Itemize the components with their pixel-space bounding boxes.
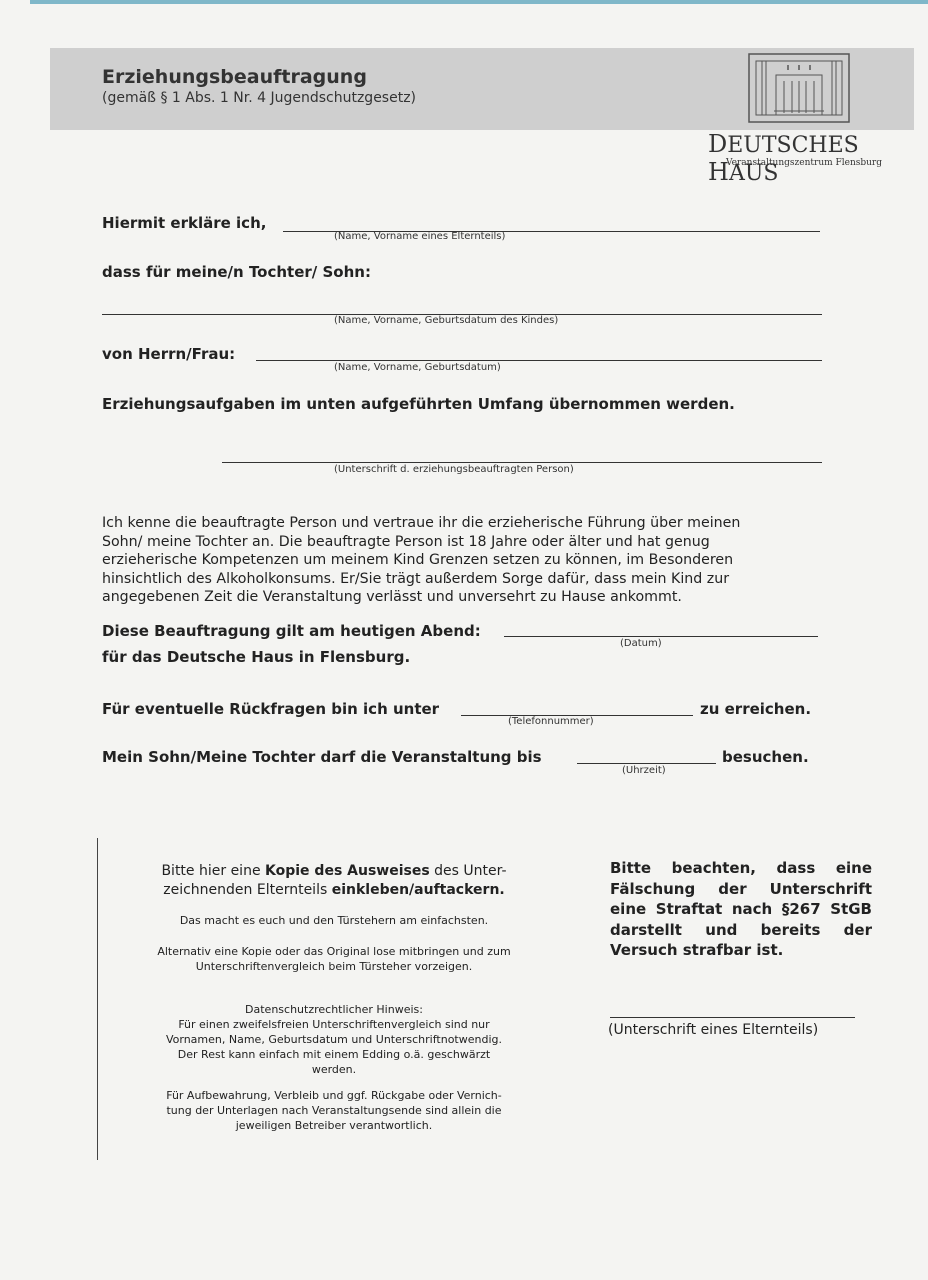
date-caption: (Datum) [620,638,662,649]
storage-notice: Für Aufbewahrung, Verbleib und ggf. Rückgabe oder Vernich- tung der Unterlagen nach Veranstaltungsende sind allein die jeweiligen Betreiber verantwortlich. [166,1089,502,1132]
brand-subtitle: Veranstaltungszentrum Flensburg [726,158,882,168]
guardian-signature-caption: (Unterschrift d. erziehungsbeauftragten Person) [334,464,574,475]
parent-signature-field[interactable] [610,1017,855,1018]
guardian-label: von Herrn/Frau: [102,345,236,363]
time-suffix: besuchen. [722,748,809,766]
contact-suffix: zu erreichen. [700,700,812,718]
declarant-label: Hiermit erkläre ich, [102,214,267,232]
child-details-caption: (Name, Vorname, Geburtsdatum des Kindes) [334,315,559,326]
privacy-notice: Datenschutzrechtlicher Hinweis: Für einen zweifelsfreien Unterschriftenvergleich sind nur Vornamen, Name, Geburtsdatum und Unterschriftnotwendig. Der Rest kann einfach mit einem Edding o.ä. geschwärzt werden. [165,1003,502,1076]
building-facade-icon [748,53,850,123]
time-label: Mein Sohn/Meine Tochter darf die Veranstaltung bis [102,748,542,766]
brand-name: DEUTSCHES HAUS [708,130,859,186]
id-copy-instruction: Bitte hier eine Kopie des Ausweises des Unter- zeichnenden Elternteils einkleben/auftackern. [161,863,507,898]
id-copy-area-border [97,838,98,1160]
document-title: Erziehungsbeauftragung [102,66,367,88]
guardian-details-caption: (Name, Vorname, Geburtsdatum) [334,362,501,373]
phone-caption: (Telefonnummer) [508,716,594,727]
time-field[interactable] [577,763,716,764]
child-label: dass für meine/n Tochter/ Sohn: [102,263,371,281]
duties-statement: Erziehungsaufgaben im unten aufgeführten Umfang übernommen werden. [102,395,735,413]
contact-label: Für eventuelle Rückfragen bin ich unter [102,700,440,718]
id-copy-note: Das macht es euch und den Türstehern am einfachsten. [179,914,489,927]
validity-label: Diese Beauftragung gilt am heutigen Abend: [102,622,481,640]
forgery-warning: Bitte beachten, dass eine Fälschung der Unterschrift eine Straftat nach §267 StGB darstellt und bereits der Versuch strafbar ist. [610,859,872,959]
date-field[interactable] [504,636,818,637]
parent-name-caption: (Name, Vorname eines Elternteils) [334,231,506,242]
time-caption: (Uhrzeit) [622,765,666,776]
document-subtitle: (gemäß § 1 Abs. 1 Nr. 4 Jugendschutzgesetz) [102,90,417,106]
venue-label: für das Deutsche Haus in Flensburg. [102,648,411,666]
guardian-details-field[interactable] [256,360,822,361]
parent-signature-caption: (Unterschrift eines Elternteils) [608,1022,819,1038]
guardian-signature-field[interactable] [222,462,822,463]
trust-paragraph: Ich kenne die beauftragte Person und vertraue ihr die erzieherische Führung über meinen Sohn/ meine Tochter an. Die beauftragte Person ist 18 Jahre oder älter und hat genug erzieherische Kompetenzen um meinem Kind Grenzen setzen zu können, im Besonderen hinsichtlich des Alkoholkonsums. Er/Sie trägt außerdem Sorge dafür, dass mein Kind zur angegebenen Zeit die Veranstaltung verlässt und unversehrt zu Hause ankommt. [102,515,741,605]
id-alternative-note: Alternativ eine Kopie oder das Original lose mitbringen und zum Unterschriftenvergleich beim Türsteher vorzeigen. [157,945,511,973]
scan-edge [30,0,928,4]
